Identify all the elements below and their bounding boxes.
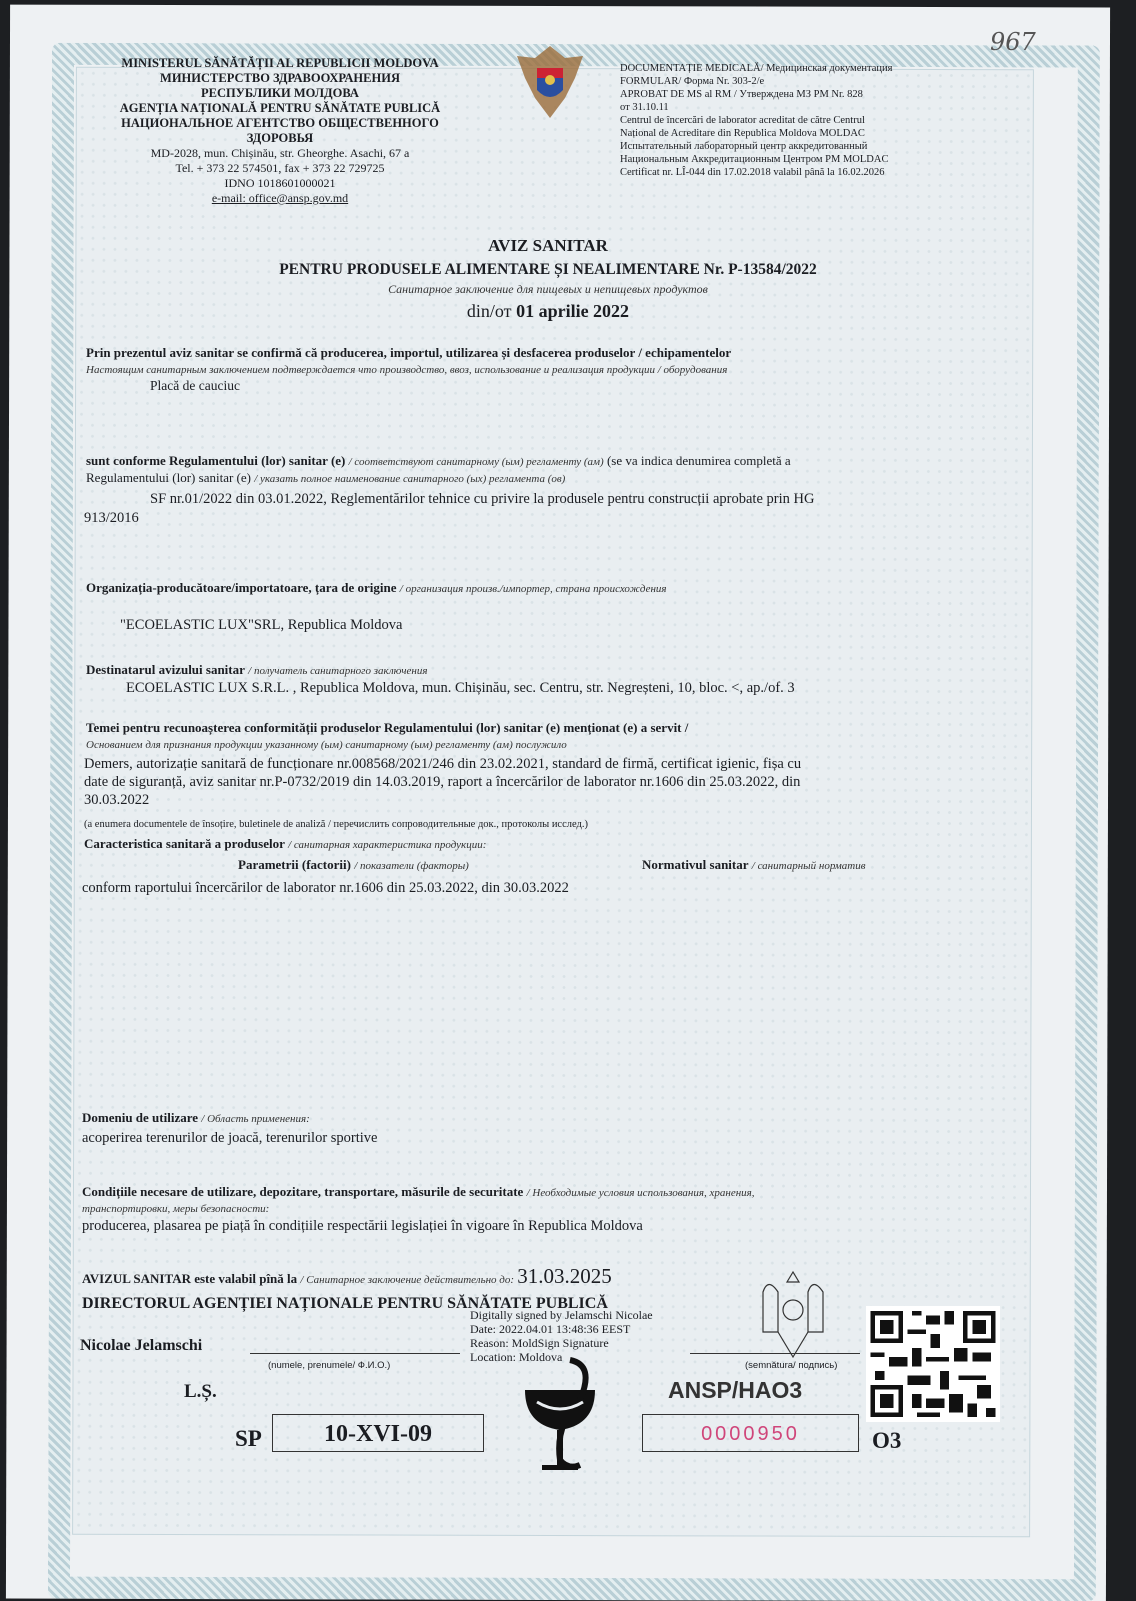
regulation-value-2: 913/2016 <box>84 510 139 526</box>
product-name: Placă de cauciuc <box>150 378 240 393</box>
regulation-value: SF nr.01/2022 din 03.01.2022, Reglementărilor tehnice cu privire la produsele pentru construcții aprobate prin HG <box>150 491 815 507</box>
date-prefix: din/от <box>466 301 512 321</box>
ministry-name-ru-2: РЕСПУБЛИКИ МОЛДОВА <box>201 86 359 100</box>
address: MD-2028, mun. Chișinău, str. Gheorghe. Asachi, 67 a <box>150 146 410 160</box>
stamp-coat-of-arms-icon <box>748 1262 838 1362</box>
handwritten-number: 967 <box>990 28 1036 56</box>
lab-info-ru: Испытательный лабораторный центр аккредитованный <box>620 141 868 152</box>
signature-caption: (semnătura/ подпись) <box>745 1360 838 1371</box>
approval: APROBAT DE MS al RM / Утверждена МЗ РМ Nr. 828 <box>620 89 863 100</box>
lab-info: Centrul de încercări de laborator acreditat de către Centrul <box>620 115 865 126</box>
ansp-code: ANSP/HAO3 <box>668 1377 803 1403</box>
issue-date <box>0 300 1096 322</box>
idno: IDNO 1018601000021 <box>224 176 336 190</box>
subtitle: PENTRU PRODUSELE ALIMENTARE ȘI NEALIMENTARE Nr. P-13584/2022 <box>279 261 817 278</box>
recipient-value: ECOELASTIC LUX S.R.L. , Republica Moldova, mun. Chișinău, sec. Centru, str. Negreșteni, 10, bloc. <, ap./of. 3 <box>126 680 795 696</box>
basis-value: Demers, autorizație sanitară de funcționare nr.008568/2021/246 din 23.02.2021, standard de firmă, certificat igienic, fișa cu date de siguranță, aviz sanitar nr.P-0732/2019 din 14.03.2019, raport a încercărilor de laborator nr.1606 din 25.03.2022, din 30.03.2022 <box>84 756 802 808</box>
agency-name: AGENȚIA NAȚIONALĂ PENTRU SĂNĂTATE PUBLICĂ <box>119 101 441 115</box>
qr-code-icon <box>866 1306 1000 1422</box>
coat-of-arms-icon <box>505 38 595 128</box>
date-value: 01 aprilie 2022 <box>516 301 630 321</box>
usage-domain-label: Domeniu de utilizare / Область применения: <box>82 1110 310 1125</box>
sp-value: 10-XVI-09 <box>324 1421 432 1447</box>
parameters-column: Parametrii (factorii) / показатели (факторы) <box>238 857 469 872</box>
email: e-mail: office@ansp.gov.md <box>211 191 349 205</box>
validity: AVIZUL SANITAR este valabil pînă la / Санитарное заключение действительно до: 31.03.2025 <box>82 1264 612 1288</box>
regulation-label: sunt conforme Regulamentului (lor) sanitar (e) / соответствуют санитарному (ым) регламенту (ам) (se va indica denumirea completă a <box>86 453 791 468</box>
confirmation-label-ru: Настоящим санитарным заключением подтверждается что производство, ввоз, использование и реализация продукции / оборудования <box>86 364 728 376</box>
confirmation-label: Prin prezentul aviz sanitar se confirmă că producerea, importul, utilizarea și desfacerea produselor / echipamentelor <box>86 345 732 360</box>
producer-value: "ECOELASTIC LUX"SRL, Republica Moldova <box>120 617 403 633</box>
approval-date: от 31.10.11 <box>620 102 669 113</box>
serial-number: 0000950 <box>701 1423 800 1445</box>
ministry-name-ru: МИНИСТЕРСТВО ЗДРАВООХРАНЕНИЯ <box>160 71 400 85</box>
director-name: Nicolae Jelamschi <box>80 1337 203 1354</box>
header-left <box>80 56 480 206</box>
subtitle-ru: Санитарное заключение для пищевых и непищевых продуктов <box>388 282 708 296</box>
ministry-name: MINISTERUL SĂNĂTĂȚII AL REPUBLICII MOLDOVA <box>121 56 439 70</box>
basis-note: (a enumera documentele de însoțire, buletinele de analiză / перечислить сопроводительные док., протоколы исслед.) <box>84 819 588 830</box>
conditions-label-ru: транспортировки, меры безопасности: <box>82 1203 270 1215</box>
form-number: FORMULAR/ Форма Nr. 303-2/e <box>620 76 765 87</box>
pharmacy-bowl-snake-icon <box>515 1350 605 1480</box>
norm-column: Normativul sanitar / санитарный норматив <box>642 857 866 872</box>
usage-domain-value: acoperirea terenurilor de joacă, terenurilor sportive <box>82 1130 378 1146</box>
header-right <box>620 62 892 179</box>
certificate: Certificat nr. LÎ-044 din 17.02.2018 valabil până la 16.02.2026 <box>620 167 885 178</box>
serial-box <box>642 1414 859 1452</box>
conditions-value: producerea, plasarea pe piață în condițiile respectării legislației în vigoare în Republica Moldova <box>82 1218 643 1234</box>
digital-signature: Digitally signed by Jelamschi Nicolae Date: 2022.04.01 13:48:36 EEST Reason: MoldSign Signature Location: Moldova <box>470 1308 653 1364</box>
recipient-label: Destinatarul avizului sanitar / получатель санитарного заключения <box>86 662 428 677</box>
phone: Tel. + 373 22 574501, fax + 373 22 729725 <box>175 161 385 175</box>
characteristics-value: conform raportului încercărilor de laborator nr.1606 din 25.03.2022, din 30.03.2022 <box>82 880 569 896</box>
name-caption: (numele, prenumele/ Ф.И.О.) <box>268 1360 391 1371</box>
characteristics-label: Caracteristica sanitară a produselor / санитарная характеристика продукции: <box>84 836 487 851</box>
lab-info-ru-2: Национальным Аккредитационным Центром РМ MOLDAC <box>620 154 889 165</box>
producer-label: Organizația-producătoare/importatoare, țara de origine / организация произв./импортер, страна происхождения <box>86 580 667 595</box>
basis-label-ru: Основанием для признания продукции указанному (ым) санитарному (ым) регламенту (ам) послужило <box>86 739 567 751</box>
sp-label: SP <box>235 1426 262 1451</box>
basis-label: Temei pentru recunoașterea conformității produselor Regulamentului (lor) sanitar (e) menționat (e) a servit / <box>86 720 689 735</box>
lab-info-2: Național de Acreditare din Republica Moldova MOLDAC <box>620 128 865 139</box>
regulation-label-2: Regulamentului (lor) sanitar (e) / указать полное наименование санитарного (ых) регламента (ов) <box>86 470 566 485</box>
doc-type: DOCUMENTAȚIE MEDICALĂ/ Медицинская документация <box>620 63 893 74</box>
ls-mark: L.Ș. <box>184 1381 217 1402</box>
page-title: AVIZ SANITAR <box>488 236 608 255</box>
agency-name-ru-2: ЗДОРОВЬЯ <box>246 131 314 145</box>
sp-box <box>272 1414 484 1452</box>
name-line <box>250 1353 460 1354</box>
series-code: O3 <box>872 1428 902 1453</box>
validity-date: 31.03.2025 <box>517 1264 612 1288</box>
agency-name-ru: НАЦИОНАЛЬНОЕ АГЕНТСТВО ОБЩЕСТВЕННОГО <box>121 116 439 130</box>
conditions-label: Condițiile necesare de utilizare, depozitare, transportare, măsurile de securitate / Необходимые условия использования, хранения, <box>82 1184 755 1199</box>
director-title: DIRECTORUL AGENȚIEI NAȚIONALE PENTRU SĂNĂTATE PUBLICĂ <box>82 1295 608 1312</box>
